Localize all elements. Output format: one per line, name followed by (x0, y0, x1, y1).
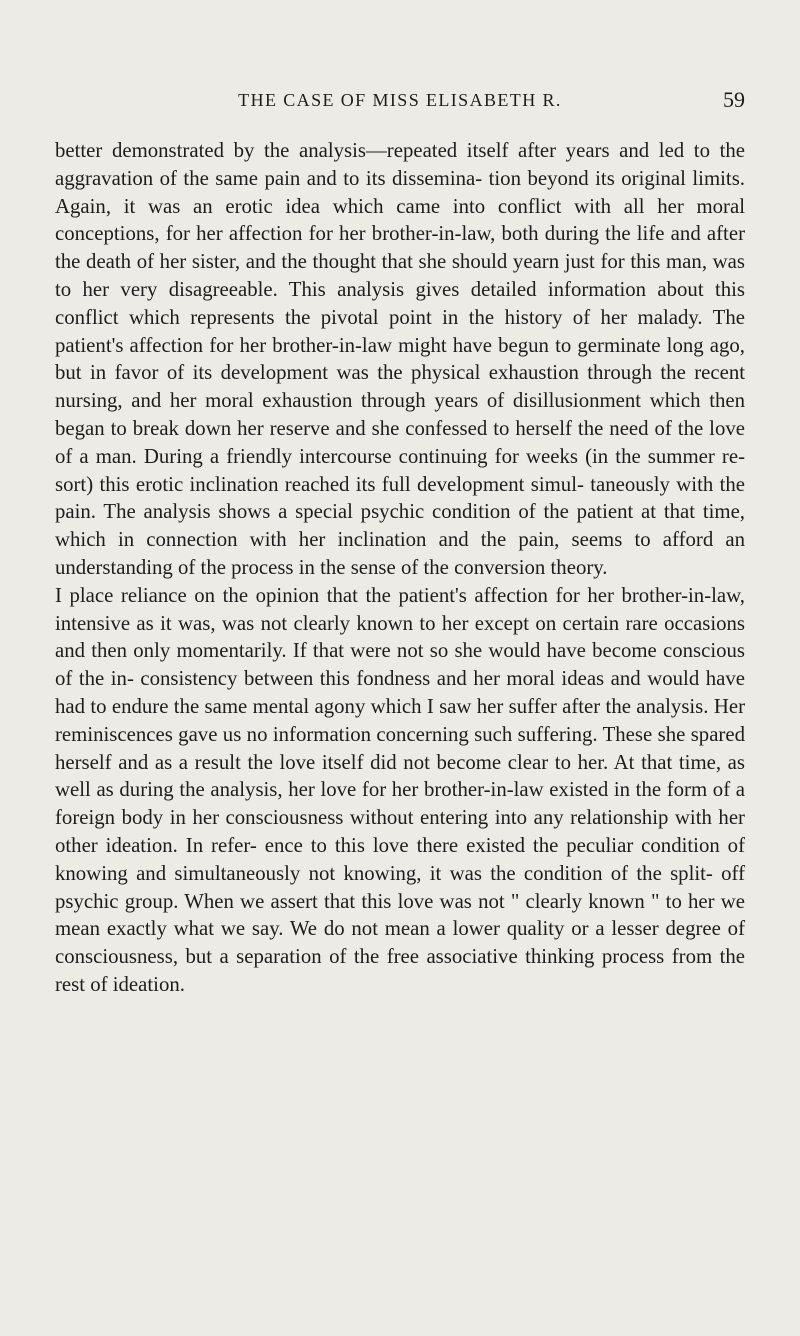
body-text (55, 137, 745, 999)
page-number: 59 (723, 87, 745, 112)
running-title: THE CASE OF MISS ELISABETH R. (238, 90, 562, 110)
paragraph-1: better demonstrated by the analysis—repeated itself after years and led to the aggravation of the same pain and to its dissemina- tion beyond its original limits. Again, it was an erotic idea which came into conflict with all her moral conceptions, for her affection for her brother-in-law, both during the life and after the death of her sister, and the thought that she should yearn just for this man, was to her very disagreeable. This analysis gives detailed information about this conflict which represents the pivotal point in the history of her malady. The patient's affection for her brother-in-law might have begun to germinate long ago, but in favor of its development was the physical exhaustion through the recent nursing, and her moral exhaustion through years of disillusionment which then began to break down her reserve and she confessed to herself the need of the love of a man. During a friendly intercourse continuing for weeks (in the summer re- sort) this erotic inclination reached its full development simul- taneously with the pain. The analysis shows a special psychic condition of the patient at that time, which in connection with her inclination and the pain, seems to afford an understanding of the process in the sense of the conversion theory. (55, 139, 745, 579)
paragraph-2: I place reliance on the opinion that the patient's affection for her brother-in-law, intensive as it was, was not clearly known to her except on certain rare occasions and then only momentarily. If that were not so she would have become conscious of the in- consistency between this fondness and her moral ideas and would have had to endure the same mental agony which I saw her suffer after the analysis. Her reminiscences gave us no information concerning such suffering. These she spared herself and as a result the love itself did not become clear to her. At that time, as well as during the analysis, her love for her brother-in-law existed in the form of a foreign body in her consciousness without entering into any relationship with her other ideation. In refer- ence to this love there existed the peculiar condition of knowing and simultaneously not knowing, it was the condition of the split- off psychic group. When we assert that this love was not " clearly known " to her we mean exactly what we say. We do not mean a lower quality or a lesser degree of consciousness, but a separation of the free associative thinking process from the rest of ideation. (55, 583, 745, 996)
page-header (55, 88, 745, 112)
